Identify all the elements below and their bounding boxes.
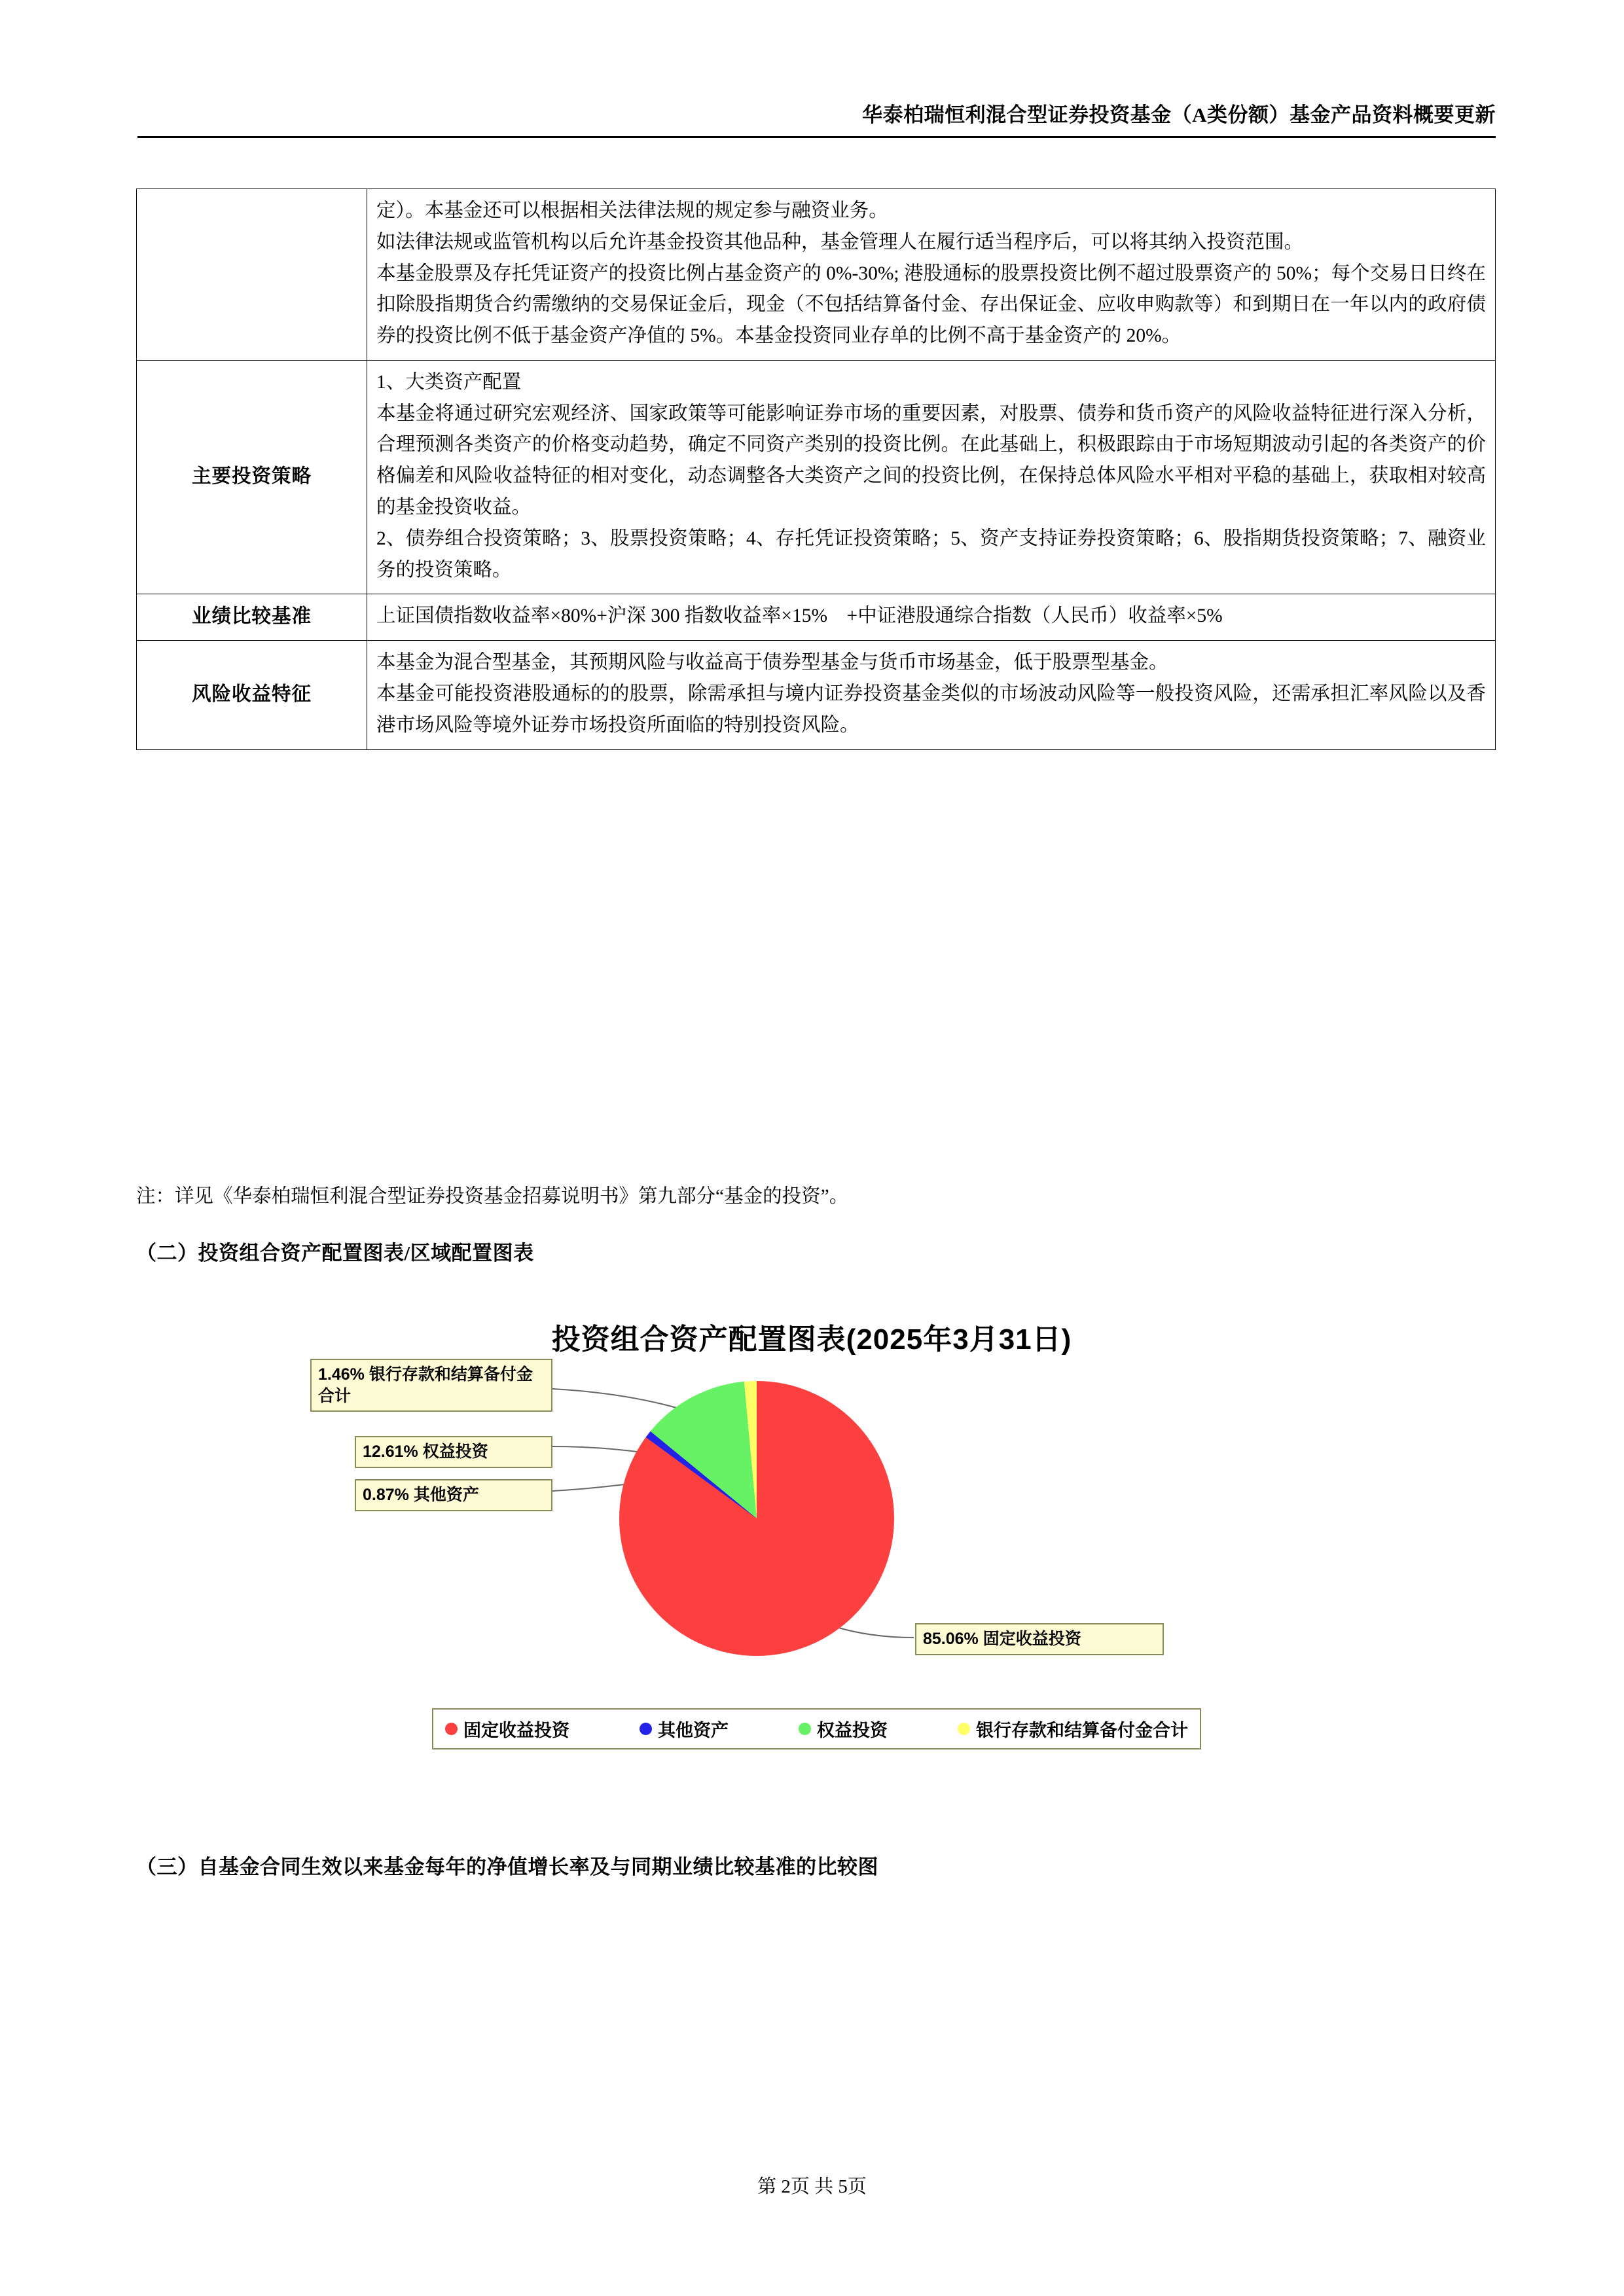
- legend-label: 其他资产: [658, 1721, 729, 1740]
- paragraph: 本基金将通过研究宏观经济、国家政策等可能影响证券市场的重要因素，对股票、债券和货币资产的风险收益特征进行深入分析，合理预测各类资产的价格变动趋势，确定不同资产类别的投资比例。在此基础上，积极跟踪由于市场短期波动引起的各类资产的价格偏差和风险收益特征的相对变化，动态调整各大类资产之间的投资比例，在保持总体风险水平相对平稳的基础上，获取相对较高的基金投资收益。: [376, 403, 1486, 518]
- fund-info-table: [136, 188, 1496, 750]
- callout-bank-deposit: 1.46% 银行存款和结算备付金合计: [310, 1359, 552, 1412]
- chart-legend: [432, 1708, 1201, 1749]
- table-note: 注：详见《华泰柏瑞恒利混合型证券投资基金招募说明书》第九部分“基金的投资”。: [136, 1186, 849, 1207]
- paragraph: 2、债券组合投资策略；3、股票投资策略；4、存托凭证投资策略；5、资产支持证券投资策略；6、股指期货投资策略；7、融资业务的投资策略。: [376, 528, 1486, 581]
- section-heading-2: （二）投资组合资产配置图表/区域配置图表: [136, 1242, 534, 1265]
- row-label: 业绩比较基准: [137, 594, 367, 641]
- row-label: 主要投资策略: [137, 360, 367, 594]
- table-row: [137, 641, 1496, 749]
- row-body: [367, 189, 1496, 361]
- legend-color-swatch: [958, 1723, 970, 1735]
- page-footer: 第 2页 共 5页: [757, 2176, 867, 2197]
- table-row: [137, 594, 1496, 641]
- legend-item-other-assets: [640, 1716, 729, 1742]
- legend-label: 权益投资: [817, 1721, 888, 1740]
- row-label: [137, 189, 367, 361]
- header-divider: [137, 136, 1496, 138]
- legend-color-swatch: [640, 1723, 652, 1735]
- table-row: [137, 360, 1496, 594]
- paragraph: 如法律法规或监管机构以后允许基金投资其他品种，基金管理人在履行适当程序后，可以将其纳入投资范围。: [376, 231, 1304, 253]
- paragraph: 本基金股票及存托凭证资产的投资比例占基金资产的 0%-30%; 港股通标的股票投资比例不超过股票资产的 50%；每个交易日日终在扣除股指期货合约需缴纳的交易保证金后，现金（不包括结算备付金、存出保证金、应收申购款等）和到期日在一年以内的政府债券的投资比例不低于基金资产净值的 5%。本基金投资同业存单的比例不高于基金资产的 20%。: [376, 262, 1486, 347]
- paragraph: 1、大类资产配置: [376, 371, 522, 393]
- legend-label: 银行存款和结算备付金合计: [976, 1721, 1188, 1740]
- callout-fixed-income: 85.06% 固定收益投资: [915, 1623, 1164, 1655]
- callout-equity: 12.61% 权益投资: [355, 1436, 552, 1468]
- chart-title: 投资组合资产配置图表(2025年3月31日): [551, 1323, 1072, 1355]
- row-label: 风险收益特征: [137, 641, 367, 749]
- section-heading-3: （三）自基金合同生效以来基金每年的净值增长率及与同期业绩比较基准的比较图: [136, 1856, 878, 1878]
- pie-graphic: [619, 1381, 894, 1656]
- row-body: [367, 641, 1496, 749]
- row-body: [367, 594, 1496, 641]
- table-row: [137, 189, 1496, 361]
- paragraph: 定）。本基金还可以根据相关法律法规的规定参与融资业务。: [376, 200, 888, 221]
- legend-item-fixed-income: [445, 1716, 569, 1742]
- page-header: 华泰柏瑞恒利混合型证券投资基金（A类份额）基金产品资料概要更新: [862, 103, 1496, 126]
- paragraph: 上证国债指数收益率×80%+沪深 300 指数收益率×15% +中证港股通综合指数（人民币）收益率×5%: [376, 605, 1223, 627]
- paragraph: 本基金为混合型基金，其预期风险与收益高于债券型基金与货币市场基金，低于股票型基金。: [376, 652, 1168, 673]
- legend-color-swatch: [799, 1723, 811, 1735]
- legend-item-bank-deposit: [958, 1716, 1188, 1742]
- row-body: [367, 360, 1496, 594]
- callout-other-assets: 0.87% 其他资产: [355, 1479, 552, 1511]
- paragraph: 本基金可能投资港股通标的的股票，除需承担与境内证券投资基金类似的市场波动风险等一般投资风险，还需承担汇率风险以及香港市场风险等境外证券市场投资所面临的特别投资风险。: [376, 683, 1486, 736]
- legend-item-equity: [799, 1716, 888, 1742]
- portfolio-pie-chart: [281, 1316, 1342, 1833]
- legend-label: 固定收益投资: [463, 1721, 569, 1740]
- legend-color-swatch: [445, 1723, 458, 1735]
